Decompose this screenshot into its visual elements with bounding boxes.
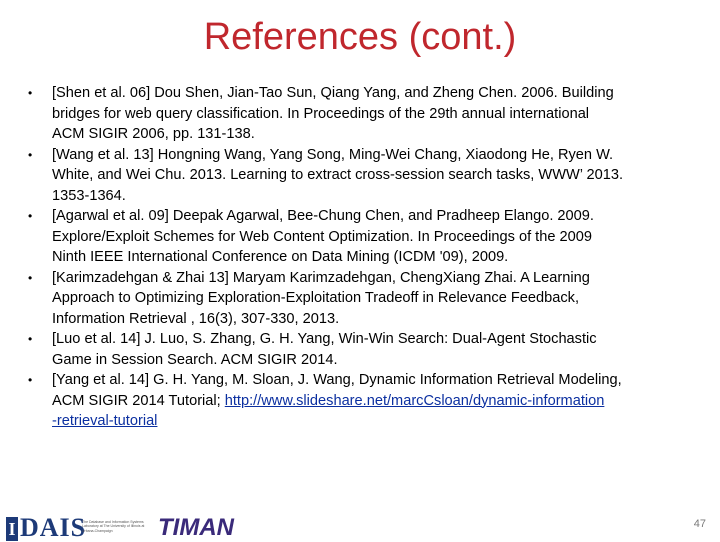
reference-line: [Shen et al. 06] Dou Shen, Jian-Tao Sun, Qiang Yang, and Zheng Chen. 2006. Building — [52, 85, 614, 101]
bullet-icon: • — [28, 209, 33, 223]
bullet-icon: • — [28, 332, 33, 346]
reference-line: [Agarwal et al. 09] Deepak Agarwal, Bee-Chung Chen, and Pradheep Elango. 2009. — [52, 208, 594, 224]
slide-footer — [0, 512, 720, 540]
reference-line — [52, 391, 700, 412]
reference-item — [28, 370, 700, 432]
references-list — [28, 83, 700, 432]
slideshare-link[interactable]: http://www.slideshare.net/marcCsloan/dynamic-information — [224, 392, 605, 409]
reference-line: Approach to Optimizing Exploration-Exploitation Tradeoff in Relevance Feedback, — [52, 290, 580, 306]
reference-item — [28, 268, 700, 330]
reference-line: bridges for web query classification. In Proceedings of the 29th annual international — [52, 105, 590, 122]
reference-line: [Yang et al. 14] G. H. Yang, M. Sloan, J. Wang, Dynamic Information Retrieval Modeling, — [52, 372, 622, 388]
illinois-logo: I — [6, 517, 18, 541]
slide-title: References (cont.) — [203, 16, 517, 58]
reference-line: Information Retrieval , 16(3), 307-330, 2013. — [52, 310, 340, 327]
reference-line: [Luo et al. 14] J. Luo, S. Zhang, G. H. Yang, Win-Win Search: Dual-Agent Stochastic — [52, 331, 597, 347]
reference-line: [Wang et al. 13] Hongning Wang, Yang Song, Ming-Wei Chang, Xiaodong He, Ryen W. — [52, 146, 614, 163]
reference-item — [28, 145, 700, 207]
reference-item — [28, 83, 700, 145]
reference-line — [52, 411, 700, 432]
reference-line: Ninth IEEE International Conference on Data Mining (ICDM '09), 2009. — [52, 249, 509, 265]
reference-item — [28, 329, 700, 370]
reference-line: 1353-1364. — [52, 187, 126, 204]
reference-text: ACM SIGIR 2014 Tutorial; — [52, 392, 225, 409]
bullet-icon: • — [28, 147, 33, 162]
reference-line: Game in Session Search. ACM SIGIR 2014. — [52, 351, 338, 368]
dais-logo-subtitle: The Database and Information Systems Laboratory at The University of Illinois at Urbana-Champaign — [82, 520, 145, 533]
bullet-icon: • — [28, 270, 33, 285]
reference-line: Explore/Exploit Schemes for Web Content Optimization. In Proceedings of the 2009 — [52, 228, 592, 245]
slideshare-link-continued[interactable]: -retrieval-tutorial — [52, 413, 158, 429]
bullet-icon: • — [28, 86, 33, 100]
page-number: 47 — [693, 518, 706, 530]
timan-logo: TIMAN — [158, 514, 234, 541]
reference-line: [Karimzadehgan & Zhai 13] Maryam Karimzadehgan, ChengXiang Zhai. A Learning — [52, 269, 590, 286]
reference-line: ACM SIGIR 2006, pp. 131-138. — [52, 126, 255, 142]
bullet-icon: • — [28, 373, 33, 387]
dais-logo: DAIS — [20, 513, 87, 542]
reference-item — [28, 206, 700, 268]
reference-line: White, and Wei Chu. 2013. Learning to extract cross-session search tasks, WWW’ 2013. — [52, 167, 624, 183]
